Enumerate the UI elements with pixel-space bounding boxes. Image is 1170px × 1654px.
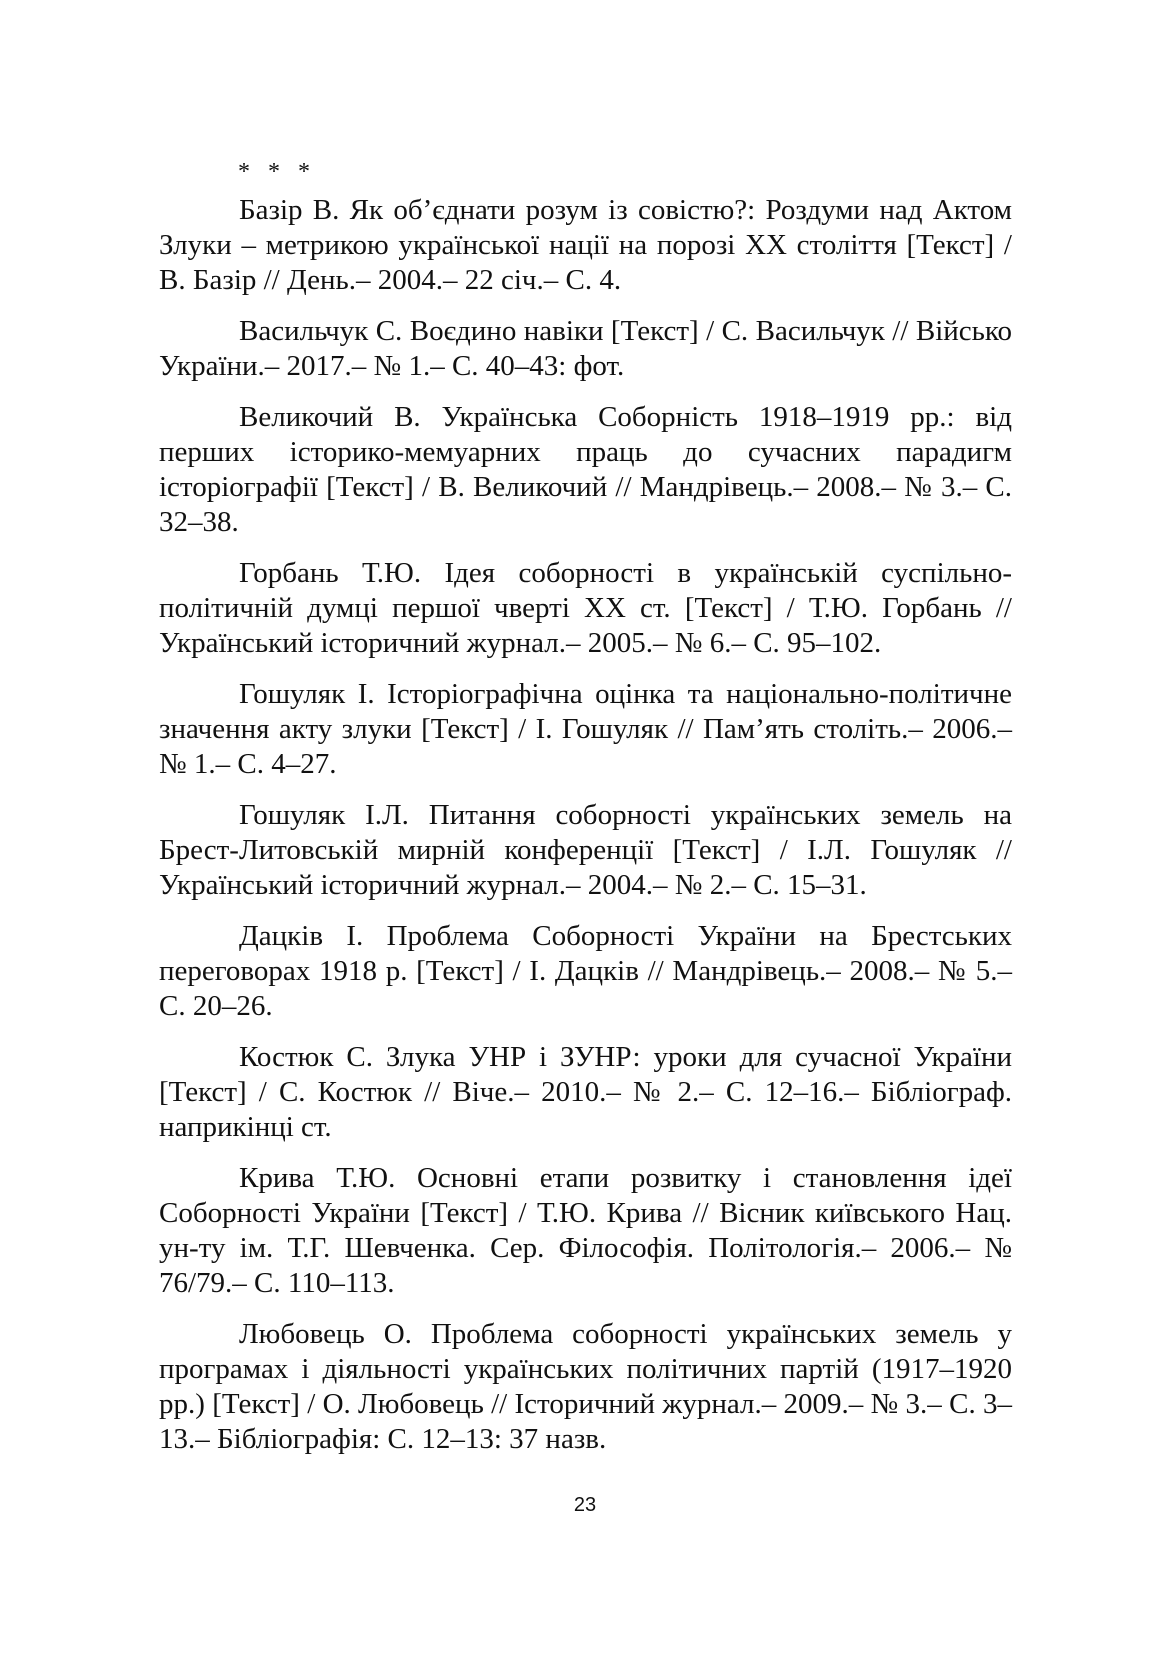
bibliography-entry: Крива Т.Ю. Основні етапи розвитку і становлення ідеї Соборності України [Текст] / Т.Ю. Крива // Вісник київського Нац. ун-ту ім. Т.Г. Шевченка. Сер. Філософія. Політологія.– 2006.– № 76/79.– С. 110–113. [159, 1162, 1012, 1299]
bibliography-entry: Гошуляк І.Л. Питання соборності українських земель на Брест-Литовській мирній конференції [Текст] / І.Л. Гошуляк // Український історичний журнал.– 2004.– № 2.– С. 15–31. [159, 799, 1012, 901]
bibliography-entry: Горбань Т.Ю. Ідея соборності в українській суспільно-політичній думці першої чверті XX ст. [Текст] / Т.Ю. Горбань // Український історичний журнал.– 2005.– № 6.– С. 95–102. [159, 557, 1012, 659]
bibliography-entry: Васильчук С. Воєдино навіки [Текст] / С. Васильчук // Військо України.– 2017.– № 1.– С. 40–43: фот. [159, 315, 1012, 382]
page-number: 23 [573, 1494, 597, 1516]
bibliography-entry: Великочий В. Українська Соборність 1918–1919 рр.: від перших історико-мемуарних праць до сучасних парадигм історіографії [Текст] / В. Великочий // Мандрівець.– 2008.– № 3.– С. 32–38. [159, 401, 1012, 538]
bibliography-entry: Гошуляк І. Історіографічна оцінка та національно-політичне значення акту злуки [Текст] / І. Гошуляк // Пам’ять століть.– 2006.– № 1.– С. 4–27. [159, 678, 1012, 780]
bibliography-entry: Дацків І. Проблема Соборності України на Брестських переговорах 1918 р. [Текст] / І. Дацків // Мандрівець.– 2008.– № 5.– С. 20–26. [159, 920, 1012, 1022]
bibliography-entry: Базір В. Як об’єднати розум із совістю?: Роздуми над Актом Злуки – метрикою української нації на порозі XX століття [Текст] / В. Базір // День.– 2004.– 22 січ.– С. 4. [159, 194, 1012, 296]
bibliography-entry: Любовець О. Проблема соборності українських земель у програмах і діяльності українських політичних партій (1917–1920 рр.) [Текст] / О. Любовець // Історичний журнал.– 2009.– № 3.– С. 3–13.– Бібліографія: С. 12–13: 37 назв. [159, 1318, 1012, 1455]
section-separator: * * * [238, 159, 316, 185]
bibliography-entry: Костюк С. Злука УНР і ЗУНР: уроки для сучасної України [Текст] / С. Костюк // Віче.– 2010.– № 2.– С. 12–16.– Бібліограф. наприкінці ст. [159, 1041, 1012, 1143]
bibliography-list [159, 193, 1012, 1473]
